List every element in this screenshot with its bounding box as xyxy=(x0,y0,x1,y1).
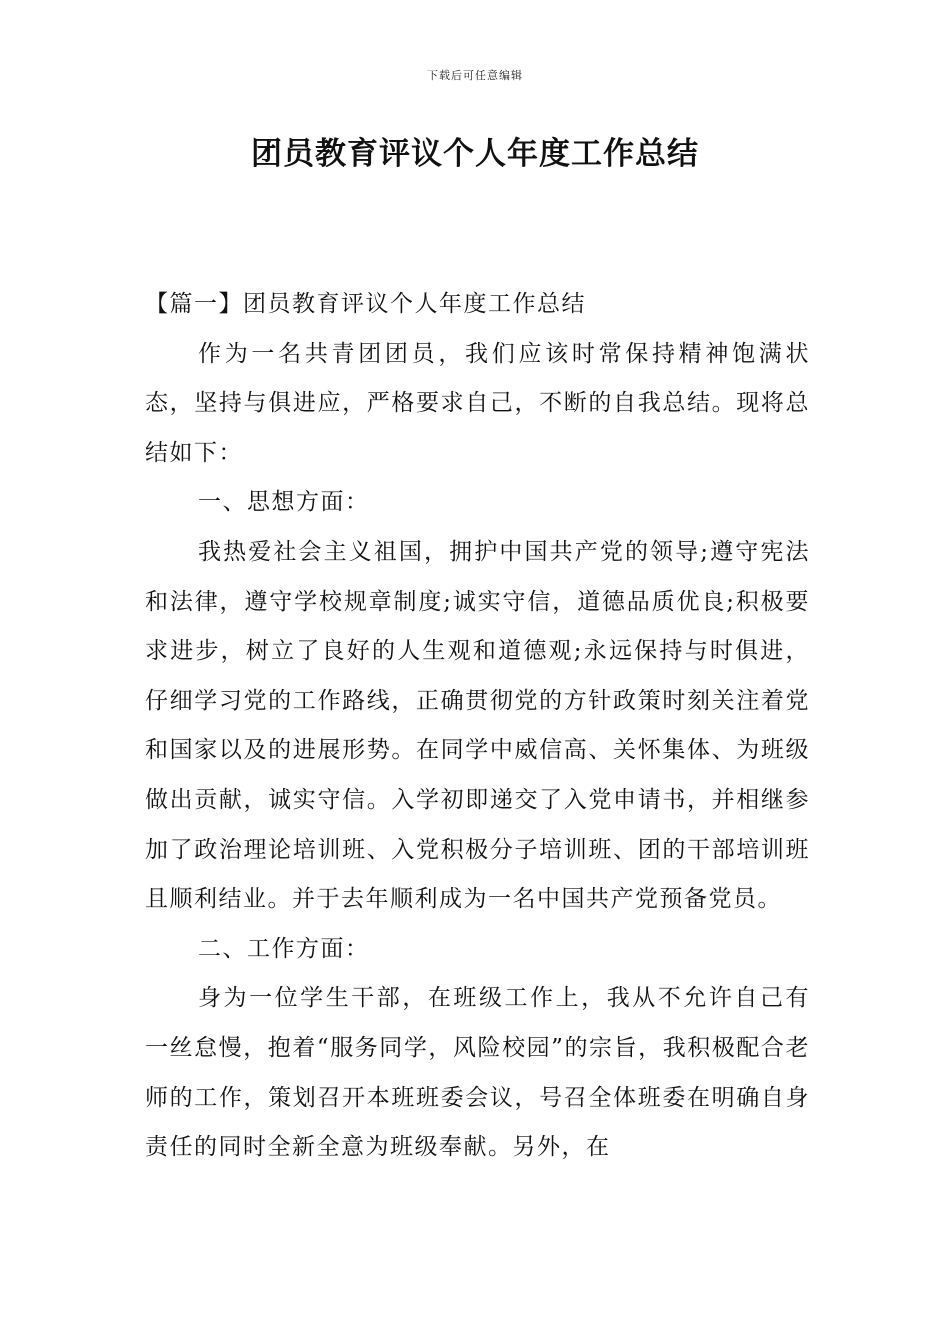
section-heading: 【篇一】团员教育评议个人年度工作总结 xyxy=(145,291,586,317)
paragraph-work: 身为一位学生干部，在班级工作上，我从不允许自己有一丝怠慢，抱着“服务同学，风险校园”的宗旨，我积极配合老师的工作，策划召开本班班委会议，号召全体班委在明确自身责任的同时全新全意为班级奉献。另外，在 xyxy=(145,985,810,1161)
header-note: 下载后可任意编辑 xyxy=(427,69,523,82)
document-title: 团员教育评议个人年度工作总结 xyxy=(251,136,699,172)
paragraph-thought: 我热爱社会主义祖国，拥护中国共产党的领导;遵守宪法和法律，遵守学校规章制度;诚实守信，道德品质优良;积极要求进步，树立了良好的人生观和道德观;永远保持与时俱进，仔细学习党的工作路线，正确贯彻党的方针政策时刻关注着党和国家以及的进展形势。在同学中威信高、关怀集体、为班级做出贡献，诚实守信。入学初即递交了入党申请书，并相继参加了政治理论培训班、入党积极分子培训班、团的干部培训班且顺利结业。并于去年顺利成为一名中国共产党预备党员。 xyxy=(145,538,810,913)
paragraph-intro: 作为一名共青团团员，我们应该时常保持精神饱满状态，坚持与俱进应，严格要求自己，不断的自我总结。现将总结如下： xyxy=(145,340,810,466)
document-body xyxy=(145,280,810,1173)
subheading-work: 二、工作方面： xyxy=(198,935,370,962)
subheading-thought: 一、思想方面： xyxy=(198,489,370,516)
